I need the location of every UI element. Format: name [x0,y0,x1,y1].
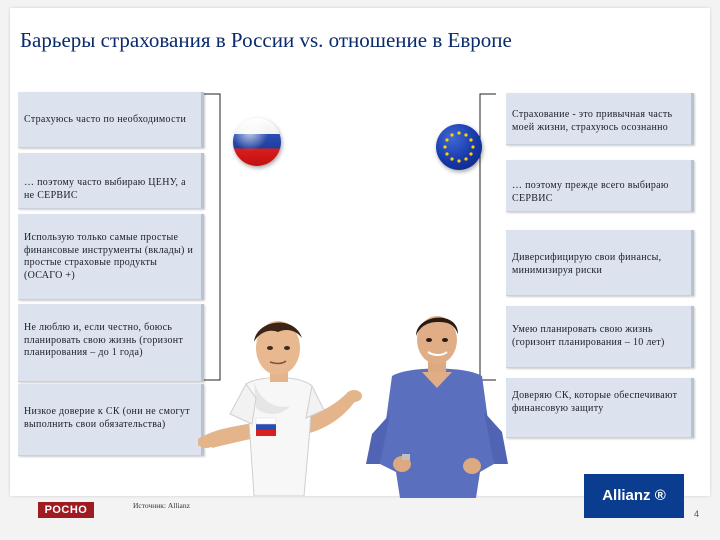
europe-attitude-4-text: Умею планировать свою жизнь (горизонт планирования – 10 лет) [512,324,665,348]
eu-stars-icon [436,124,482,170]
russia-barrier-5-text: Низкое доверие к СК (они не смогут выполнить свои обязательства) [24,406,190,430]
russian-player-illustration [198,318,368,496]
source-note: Источник: Allianz [133,501,190,510]
europe-attitude-3-text: Диверсифицирую свои финансы, минимизируя риски [512,252,662,276]
eu-flag-icon [436,124,482,170]
european-man-illustration [362,314,512,498]
russia-barrier-1-text: Страхуюсь часто по необходимости [24,114,187,125]
russia-barrier-3-text: Использую только самые простые финансовые инструменты (вклады) и простые страховые продукты (ОСАГО +) [24,232,194,281]
allianz-logo: Allianz ® [584,474,684,518]
slide-title: Барьеры страхования в России vs. отношение в Европе [20,28,512,52]
europe-attitude-1-text: Страхование - это привычная часть моей жизни, страхуюсь осознанно [512,109,673,133]
europe-attitude-2-text: … поэтому прежде всего выбираю СЕРВИС [512,180,669,204]
europe-attitude-5-text: Доверяю СК, которые обеспечивают финансовую защиту [512,390,678,414]
russia-barrier-2-text: … поэтому часто выбираю ЦЕНУ, а не СЕРВИС [24,177,186,201]
russia-barrier-4-text: Не люблю и, если честно, боюсь планировать свою жизнь (горизонт планирования – до 1 года) [24,322,184,358]
rosno-logo: РОСНО [38,502,94,518]
page-number: 4 [694,509,700,519]
russia-flag-icon [233,118,281,166]
